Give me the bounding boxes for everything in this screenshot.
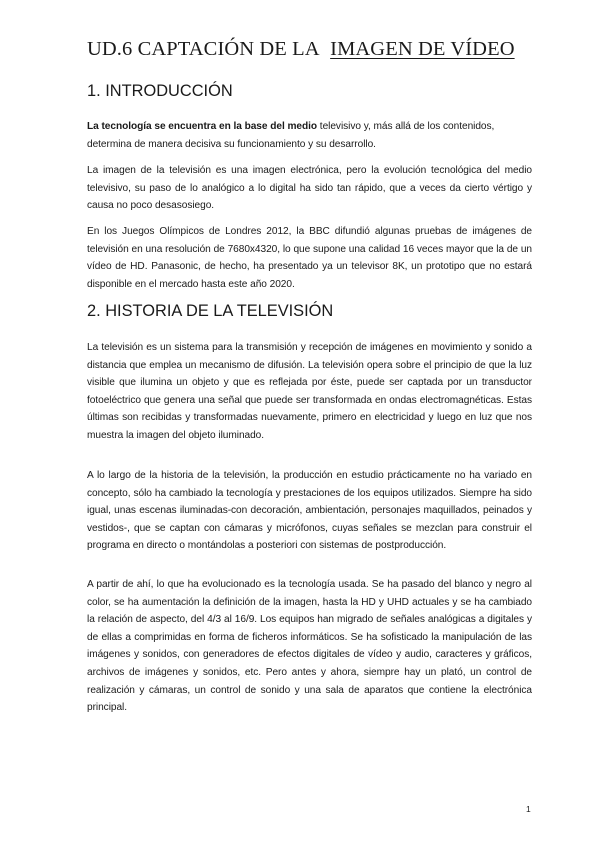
paragraph-intro-1-bold: La tecnología se encuentra en la base del medio bbox=[87, 121, 318, 132]
paragraph-historia-3: A partir de ahí, lo que ha evolucionado es la tecnología usada. Se ha pasado del blanco y negro al color, se ha aumentación la definición de la imagen, hasta la HD y UHD actuales y se ha cambiado la relación de aspecto, del 4/3 al 16/9. Los equipos han migrado de señales analógicas a digitales y de ellas a comprimidas en forma de ficheros informáticos. Se ha sofisticado la manipulación de las imágenes y sonidos, con generadores de efectos digitales de vídeo y audio, caracteres y gráficos, archivos de imágenes y sonidos, etc. Pero antes y ahora, siempre hay un plató, un control de realización y cámaras, un control de sonido y una sala de aparatos que contiene la electrónica principal. bbox=[87, 579, 532, 714]
document-title bbox=[87, 38, 515, 61]
paragraph-intro-2: La imagen de la televisión es una imagen electrónica, pero la evolución tecnológica del medio televisivo, su paso de lo analógico a lo digital ha sido tan rápido, que a veces da cierto vértigo y causa no poco desasosiego. bbox=[87, 165, 532, 212]
section-heading-introduccion: 1. INTRODUCCIÓN bbox=[87, 82, 233, 100]
paragraph-intro-1 bbox=[87, 118, 532, 153]
paragraph-historia-2: A lo largo de la historia de la televisión, la producción en estudio prácticamente no ha variado en concepto, sólo ha cambiado la tecnología y prestaciones de los equipos utilizados. Siempre ha sido igual, unas escenas iluminadas-con decoración, ambientación, personajes maquillados, peinados y vestidos-, que se captan con cámaras y micrófonos, cuyas señales se mezclan para construir el programa en directo o montándolas a posteriori con sistemas de postproducción. bbox=[87, 470, 532, 552]
title-underlined: IMAGEN DE VÍDEO bbox=[330, 38, 515, 60]
paragraph-intro-3: En los Juegos Olímpicos de Londres 2012, la BBC difundió algunas pruebas de imágenes de televisión en una resolución de 7680x4320, lo que supone una calidad 16 veces mayor que la de un vídeo de HD. Panasonic, de hecho, ha presentado ya un televisor 8K, un prototipo que no estará disponible en el mercado hasta este año 2020. bbox=[87, 226, 532, 290]
title-prefix: UD.6 CAPTACIÓN DE LA bbox=[87, 38, 320, 60]
paragraph-intro-1-text: televisivo y, más allá de los contenidos, determina de manera decisiva su funcionamiento y su desarrollo. bbox=[87, 121, 495, 150]
paragraph-historia-1: La televisión es un sistema para la transmisión y recepción de imágenes en movimiento y sonido a distancia que emplea un mecanismo de difusión. La televisión opera sobre el principio de que la luz visible que ilumina un objeto y que es reflejada por éste, puede ser captada por un transductor fotoeléctrico que genera una señal que puede ser transformada en ondas electromagnéticas. Estas últimas son recibidas y transformadas nuevamente, primero en electricidad y luego en luz que nos muestra la imagen del objeto iluminado. bbox=[87, 342, 532, 441]
page-number: 1 bbox=[526, 804, 531, 814]
section-heading-historia: 2. HISTORIA DE LA TELEVISIÓN bbox=[87, 302, 334, 320]
